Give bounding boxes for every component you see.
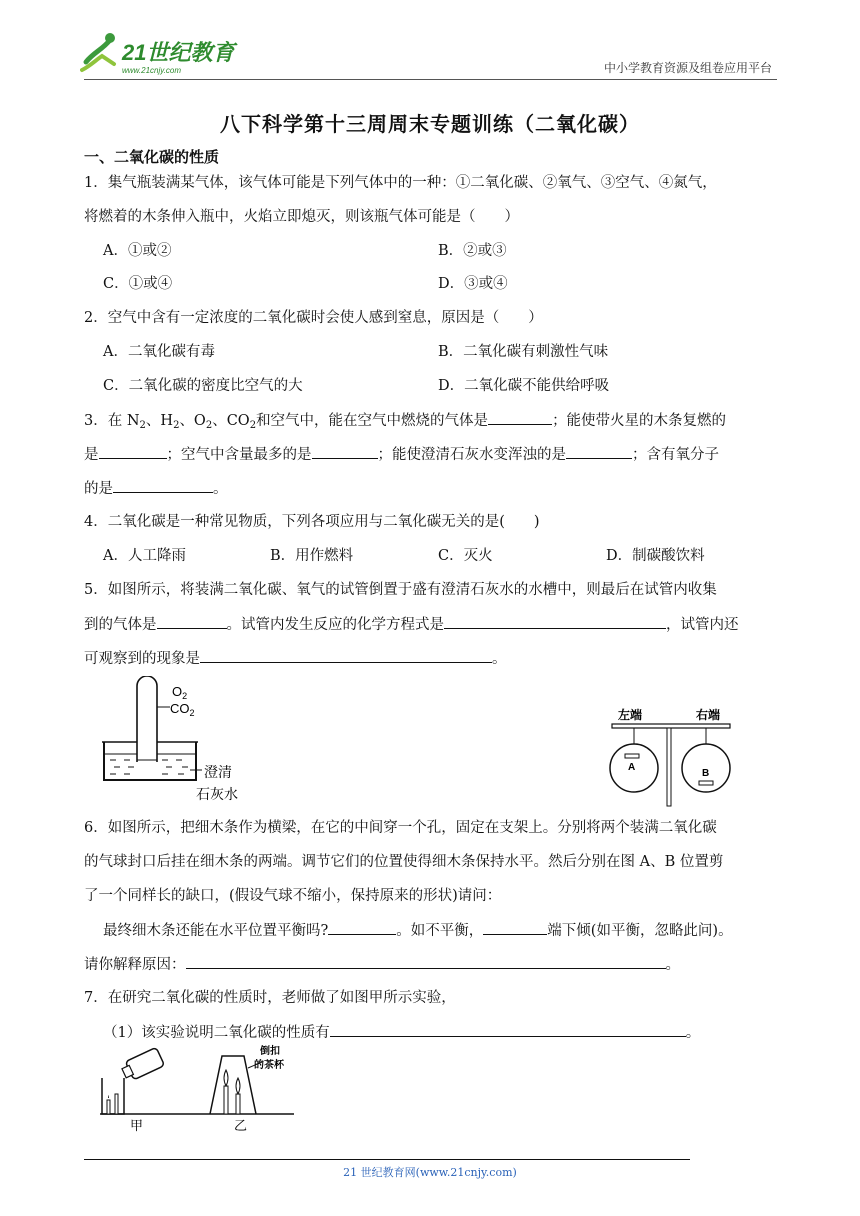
limewater-label-1: 澄清 [204,764,232,780]
q7-line2: （1）该实验说明二氧化碳的性质有 。 [103,1022,700,1043]
page-title: 八下科学第十三周周末专题训练（二氧化碳） [220,112,640,136]
q2-option-a: A．二氧化碳有毒 [103,344,215,360]
point-a-label: A [628,762,636,773]
answer-blank[interactable] [99,444,167,459]
q6-line5: 请你解释原因： 。 [84,954,680,975]
footer-text[interactable]: 21 世纪教育网(www.21cnjy.com) [343,1166,517,1179]
answer-blank[interactable] [330,1022,686,1037]
answer-blank[interactable] [113,478,213,493]
answer-blank[interactable] [312,444,378,459]
q5-line3: 可观察到的现象是 。 [84,648,507,669]
q6-line3: 了一个同样长的缺口，(假设气球不缩小，保持原来的形状)请问： [84,888,502,904]
header-divider [84,79,777,80]
q6-line2: 的气球封口后挂在细木条的两端。调节它们的位置使得细木条保持水平。然后分别在图 A、B 位置剪 [84,854,724,870]
q6-line1: 6．如图所示，把细木条作为横梁，在它的中间穿一个孔，固定在支架上。分别将两个装满二氧化碳 [84,820,717,836]
balloon-balance-figure [606,704,746,808]
point-b-label: B [702,768,710,779]
figure-yi-label: 乙 [234,1118,248,1133]
o2-label: $O_2$ [172,684,188,701]
q4-option-d: D．制碳酸饮料 [606,548,705,564]
answer-blank[interactable] [186,954,666,969]
answer-blank[interactable] [444,614,666,629]
q1-line1: 1．集气瓶装满某气体，该气体可能是下列气体中的一种：①二氧化碳、②氧气、③空气、④氮气， [84,175,717,191]
answer-blank[interactable] [483,920,547,935]
q2-option-b: B．二氧化碳有刺激性气味 [438,344,609,360]
site-logo [80,30,250,80]
q6-line4: 最终细木条还能在水平位置平衡吗? 。如不平衡， 端下倾(如平衡，忽略此问)。 [103,920,733,941]
q3-line2: 是 ；空气中含量最多的是 ；能使澄清石灰水变浑浊的是 ；含有氧分子 [84,444,719,465]
q4-option-a: A．人工降雨 [103,548,186,564]
q1-option-a: A．①或② [103,243,172,259]
left-end-label: 左端 [618,708,643,722]
q4-line1: 4．二氧化碳是一种常见物质，下列各项应用与二氧化碳无关的是( ) [84,514,540,530]
q5-line1: 5．如图所示，将装满二氧化碳、氧气的试管倒置于盛有澄清石灰水的水槽中，则最后在试管内收集 [84,582,717,598]
answer-blank[interactable] [488,410,552,425]
q2-option-c: C．二氧化碳的密度比空气的大 [103,378,303,394]
right-end-label: 右端 [696,708,721,722]
platform-text: 中小学教育资源及组卷应用平台 [603,61,772,75]
answer-blank[interactable] [328,920,396,935]
figure-jia-label: 甲 [130,1118,144,1133]
answer-blank[interactable] [566,444,632,459]
test-tube-figure [100,676,260,806]
q3-line1: 3．在 $N_2$、$H_2$、$O_2$、$CO_2$和空气中，能在空气中燃烧的气体是 ；能使带火星的木条复燃的 [84,410,726,436]
q1-option-d: D．③或④ [438,276,508,292]
logo-text: 21世纪教育 [122,40,235,65]
q1-option-b: B．②或③ [438,243,507,259]
q4-option-b: B．用作燃料 [270,548,354,564]
q3-line3: 的是 。 [84,478,228,499]
q2-line1: 2．空气中含有一定浓度的二氧化碳时会使人感到窒息，原因是（ ） [84,310,543,326]
answer-blank[interactable] [157,614,227,629]
co2-label: $CO_2$ [170,701,195,718]
q7-line1: 7．在研究二氧化碳的性质时，老师做了如图甲所示实验， [84,990,456,1006]
section-heading: 一、二氧化碳的性质 [84,148,220,166]
q4-option-c: C．灭火 [438,548,493,564]
q2-option-d: D．二氧化碳不能供给呼吸 [438,378,610,394]
logo-url: www.21cnjy.com [122,66,181,75]
cup-label-1: 倒扣 [260,1046,280,1057]
limewater-label-2: 石灰水 [196,786,238,802]
candle-experiment-figure [98,1044,298,1136]
footer-divider [84,1159,690,1160]
q1-line2: 将燃着的木条伸入瓶中，火焰立即熄灭，则该瓶气体可能是（ ） [84,209,519,225]
answer-blank[interactable] [200,648,492,663]
q1-option-c: C．①或④ [103,276,173,292]
q5-line2: 到的气体是 。试管内发生反应的化学方程式是 ，试管内还 [84,614,739,635]
cup-label-2: 的茶杯 [254,1060,284,1071]
